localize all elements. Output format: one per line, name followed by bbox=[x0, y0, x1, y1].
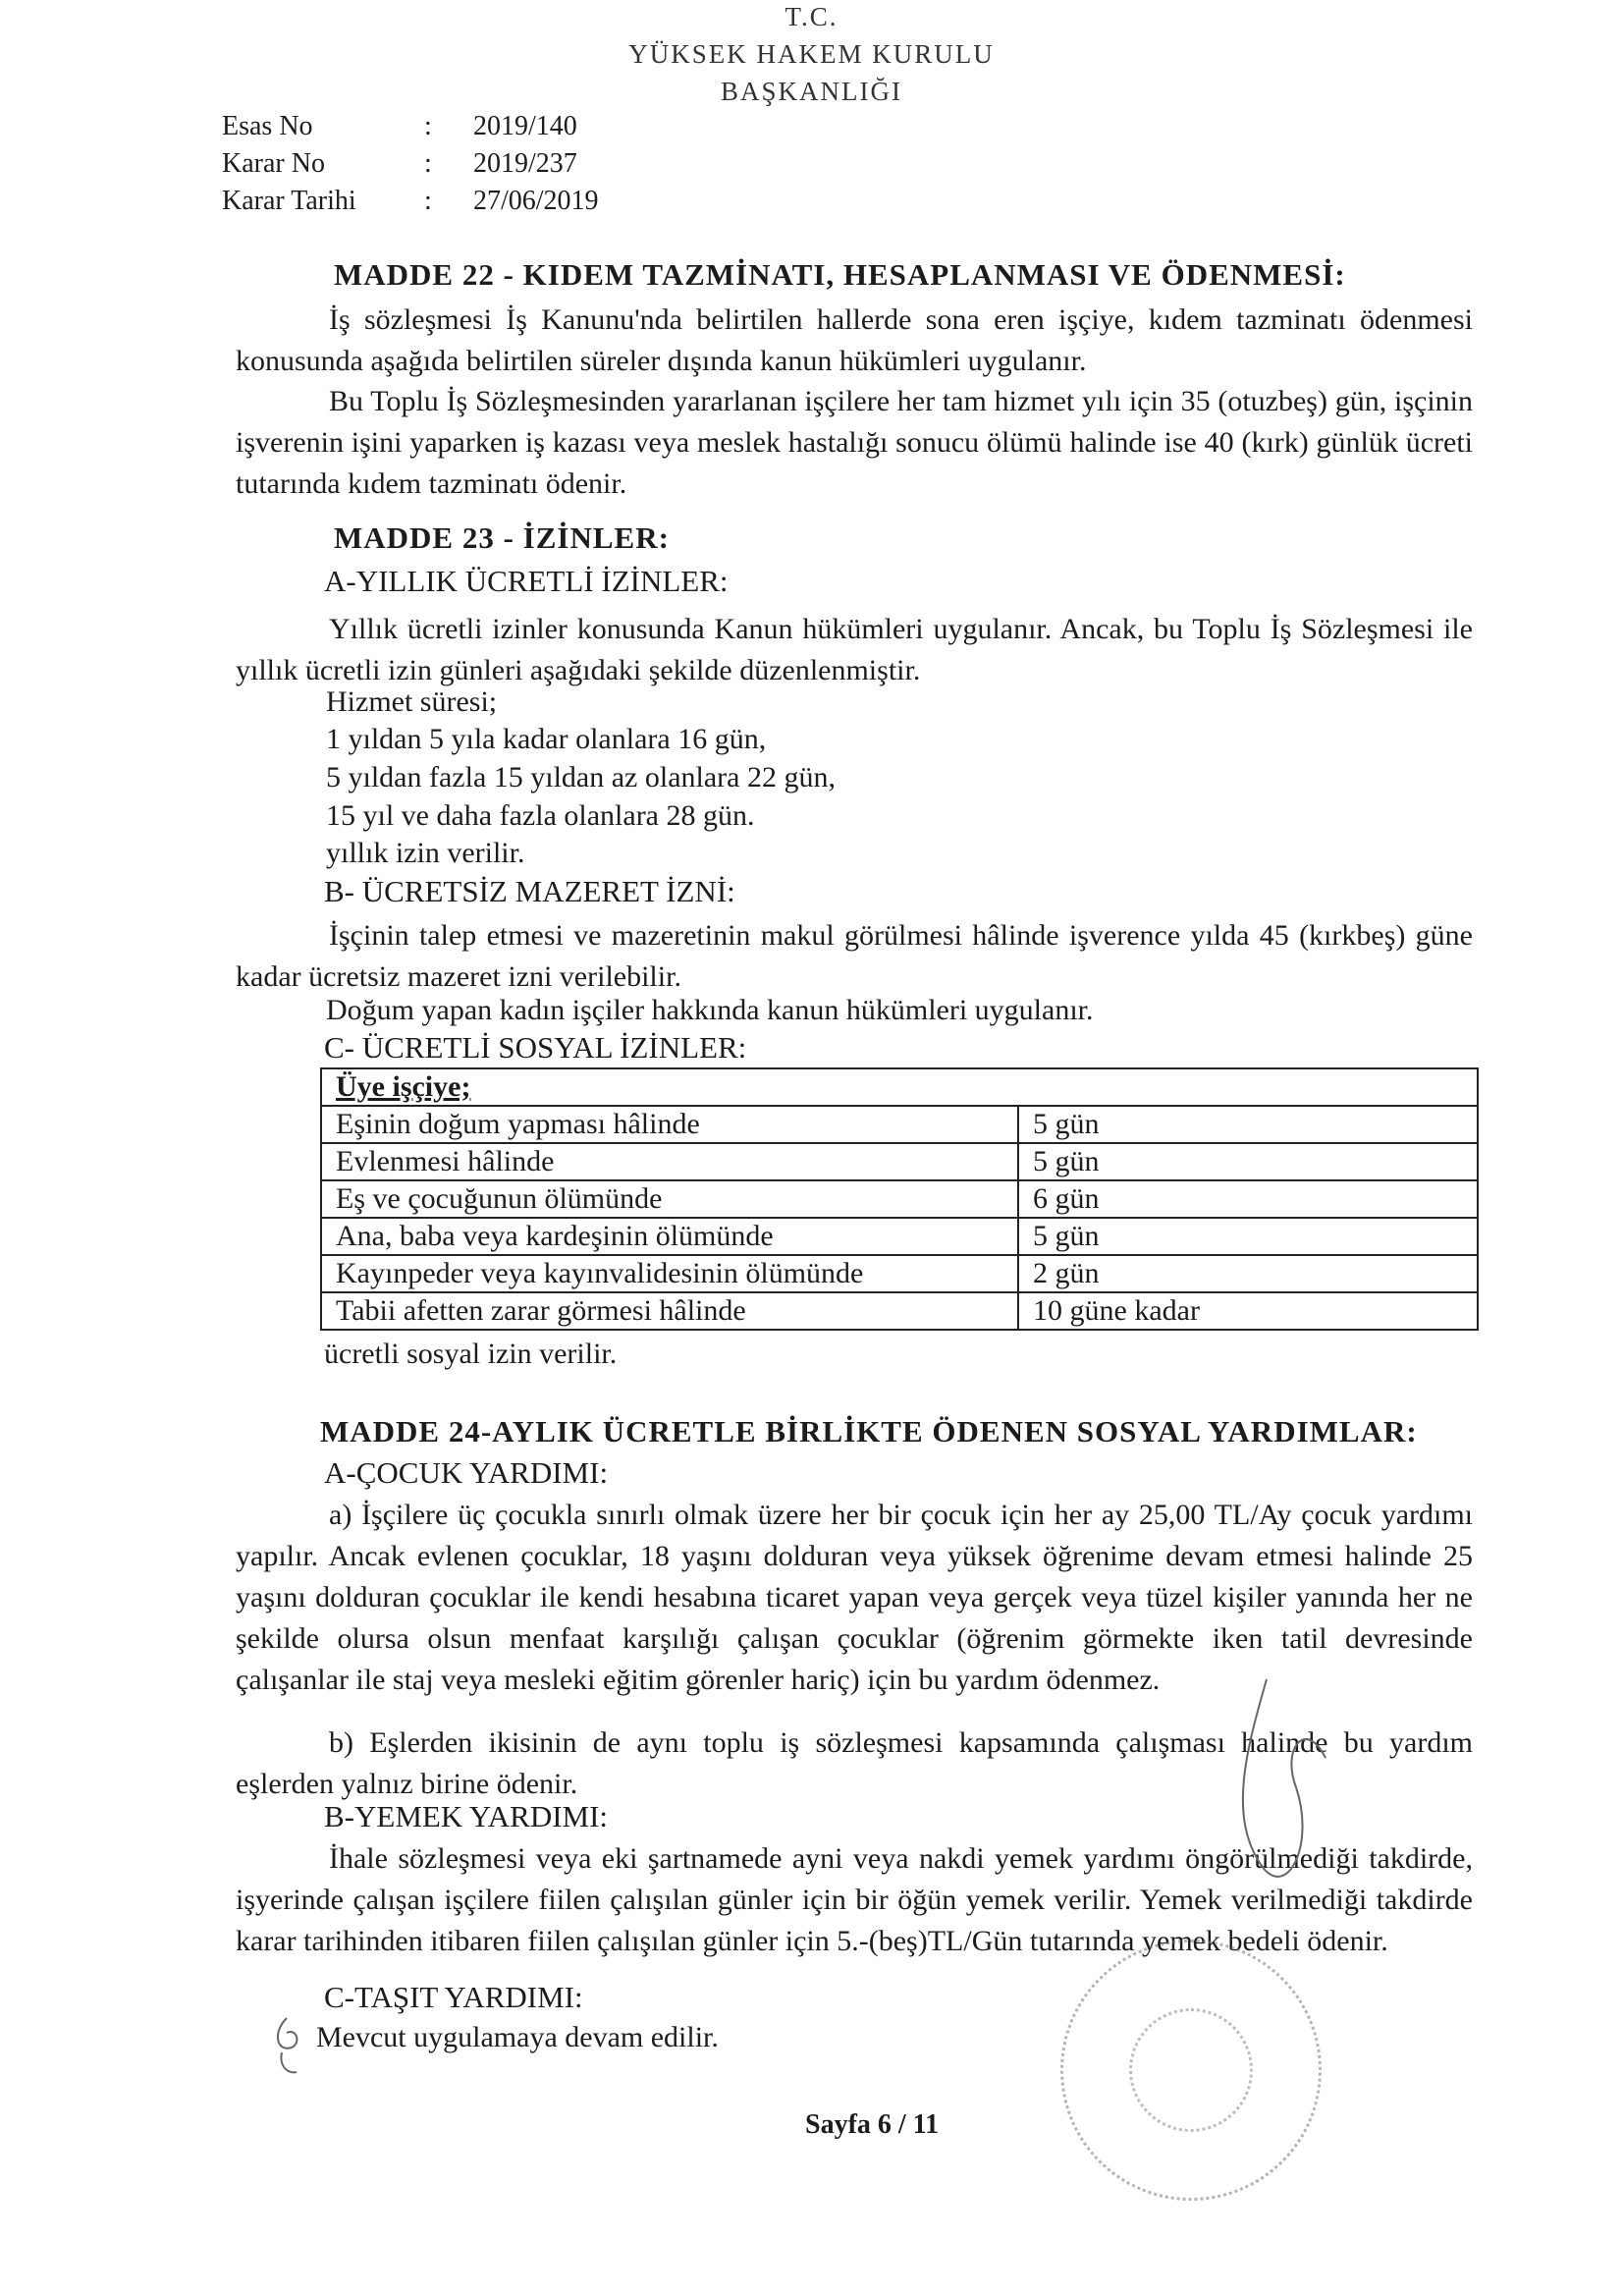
meta-esas: Esas No : 2019/140 bbox=[222, 111, 577, 141]
page-number: Sayfa 6 / 11 bbox=[805, 2109, 940, 2140]
table-cell-label: Eşinin doğum yapması hâlinde bbox=[321, 1106, 1018, 1143]
initial-mark bbox=[267, 2013, 316, 2082]
table-row bbox=[321, 1218, 1478, 1255]
madde-24-c-paragraph: Mevcut uygulamaya devam edilir. bbox=[316, 2021, 719, 2053]
signature-mark bbox=[1208, 1669, 1345, 1925]
table-cell-label: Eş ve çocuğunun ölümünde bbox=[321, 1180, 1018, 1218]
table-row bbox=[321, 1292, 1478, 1330]
madde-23-b-paragraph-1: İşçinin talep etmesi ve mazeretinin makul görülmesi hâlinde işverence yılda 45 (kırkbeş) güne kadar ücretsiz mazeret izni verilebilir. bbox=[236, 919, 1473, 993]
header-institution: YÜKSEK HAKEM KURULU bbox=[628, 39, 995, 69]
social-leave-table bbox=[320, 1067, 1479, 1331]
table-cell-value: 6 gün bbox=[1018, 1180, 1478, 1218]
table-cell-value: 5 gün bbox=[1018, 1106, 1478, 1143]
table-cell-value: 2 gün bbox=[1018, 1255, 1478, 1292]
madde-23-a-paragraph: Yıllık ücretli izinler konusunda Kanun hükümleri uygulanır. Ancak, bu Toplu İş Sözleşmesi ile yıllık ücretli izin günleri aşağıdaki şekilde düzenlenmiştir. bbox=[236, 613, 1473, 686]
leave-tier-1: 1 yıldan 5 yıla kadar olanlara 16 gün, bbox=[326, 723, 767, 755]
subsection-c-sosyal-izin: C- ÜCRETLİ SOSYAL İZİNLER: bbox=[324, 1030, 747, 1065]
madde-23-b-paragraph-2: Doğum yapan kadın işçiler hakkında kanun hükümleri uygulanır. bbox=[326, 994, 1094, 1026]
leave-tier-3: 15 yıl ve daha fazla olanlara 28 gün. bbox=[326, 799, 755, 832]
subsection-b-mazeret-izni: B- ÜCRETSİZ MAZERET İZNİ: bbox=[324, 874, 735, 908]
table-row bbox=[321, 1255, 1478, 1292]
madde-22-paragraph-2: Bu Toplu İş Sözleşmesinden yararlanan işçilere her tam hizmet yılı için 35 (otuzbeş) gün, işçinin işverenin işini yaparken iş kazası veya meslek hastalığı sonucu ölümü halinde ise 40 (kırk) günlük ücreti tutarında kıdem tazminatı ödenir. bbox=[236, 385, 1473, 500]
table-row bbox=[321, 1180, 1478, 1218]
madde-24-b-paragraph: İhale sözleşmesi veya eki şartnamede ayni veya nakdi yemek yardımı öngörülmediği takdirde, işyerinde çalışan işçilere fiilen çalışılan günler için bir öğün yemek verilir. Yemek verilmediği takdirde karar tarihinden itibaren fiilen çalışılan günler için 5.-(beş)TL/Gün tutarında yemek bedeli ödenir. bbox=[236, 1842, 1473, 1957]
table-cell-label: Evlenmesi hâlinde bbox=[321, 1143, 1018, 1180]
table-row bbox=[321, 1106, 1478, 1143]
table-cell-value: 5 gün bbox=[1018, 1143, 1478, 1180]
table-header-cell: Üye işçiye; bbox=[321, 1068, 1478, 1106]
table-row bbox=[321, 1143, 1478, 1180]
table-cell-label: Kayınpeder veya kayınvalidesinin ölümünde bbox=[321, 1255, 1018, 1292]
header-department: BAŞKANLIĞI bbox=[721, 77, 902, 106]
table-cell-value: 10 güne kadar bbox=[1018, 1292, 1478, 1330]
madde-24-a-paragraph-2: b) Eşlerden ikisinin de aynı toplu iş sözleşmesi kapsamında çalışması halinde bu yardım eşlerden yalnız birine ödenir. bbox=[236, 1726, 1473, 1800]
header-tc: T.C. bbox=[784, 2, 839, 31]
table-cell-value: 5 gün bbox=[1018, 1218, 1478, 1255]
service-duration-label: Hizmet süresi; bbox=[326, 685, 498, 718]
leave-tier-2: 5 yıldan fazla 15 yıldan az olanlara 22 gün, bbox=[326, 761, 836, 793]
section-title-madde-23: MADDE 23 - İZİNLER: bbox=[334, 520, 670, 555]
section-title-madde-22: MADDE 22 - KIDEM TAZMİNATI, HESAPLANMASI VE ÖDENMESİ: bbox=[334, 257, 1346, 292]
table-cell-label: Tabii afetten zarar görmesi hâlinde bbox=[321, 1292, 1018, 1330]
section-title-madde-24: MADDE 24-AYLIK ÜCRETLE BİRLİKTE ÖDENEN SOSYAL YARDIMLAR: bbox=[320, 1414, 1418, 1449]
subsection-a-yillik-izin: A-YILLIK ÜCRETLİ İZİNLER: bbox=[324, 564, 729, 598]
subsection-b-yemek-yardimi: B-YEMEK YARDIMI: bbox=[324, 1799, 609, 1833]
official-stamp-inner bbox=[1129, 2008, 1253, 2132]
subsection-a-cocuk-yardimi: A-ÇOCUK YARDIMI: bbox=[324, 1455, 609, 1490]
meta-karar: Karar No : 2019/237 bbox=[222, 148, 577, 179]
madde-22-paragraph-1: İş sözleşmesi İş Kanunu'nda belirtilen hallerde sona eren işçiye, kıdem tazminatı ödenmesi konusunda aşağıda belirtilen süreler dışında kanun hükümleri uygulanır. bbox=[236, 303, 1473, 377]
subsection-c-tasit-yardimi: C-TAŞIT YARDIMI: bbox=[324, 1980, 583, 2014]
madde-24-a-paragraph-1: a) İşçilere üç çocukla sınırlı olmak üzere her bir çocuk için her ay 25,00 TL/Ay çocuk yardımı yapılır. Ancak evlenen çocuklar, 18 yaşını dolduran veya yüksek öğrenime devam etmesi halinde 25 yaşını dolduran çocuklar ile kendi hesabına ticaret yapan veya gerçek veya tüzel kişiler yanında her ne şekilde olursa olsun menfaat karşılığı çalışan çocuklar (öğrenim görmekte iken tatil devresinde çalışanlar ile staj veya mesleki eğitim görenler hariç) için bu yardım ödenmez. bbox=[236, 1499, 1473, 1696]
meta-tarih: Karar Tarihi : 27/06/2019 bbox=[222, 186, 599, 216]
table-footer-note: ücretli sosyal izin verilir. bbox=[324, 1338, 618, 1370]
case-meta bbox=[222, 108, 599, 220]
table-cell-label: Ana, baba veya kardeşinin ölümünde bbox=[321, 1218, 1018, 1255]
leave-tier-footer: yıllık izin verilir. bbox=[326, 837, 525, 869]
table-header-row bbox=[321, 1068, 1478, 1106]
